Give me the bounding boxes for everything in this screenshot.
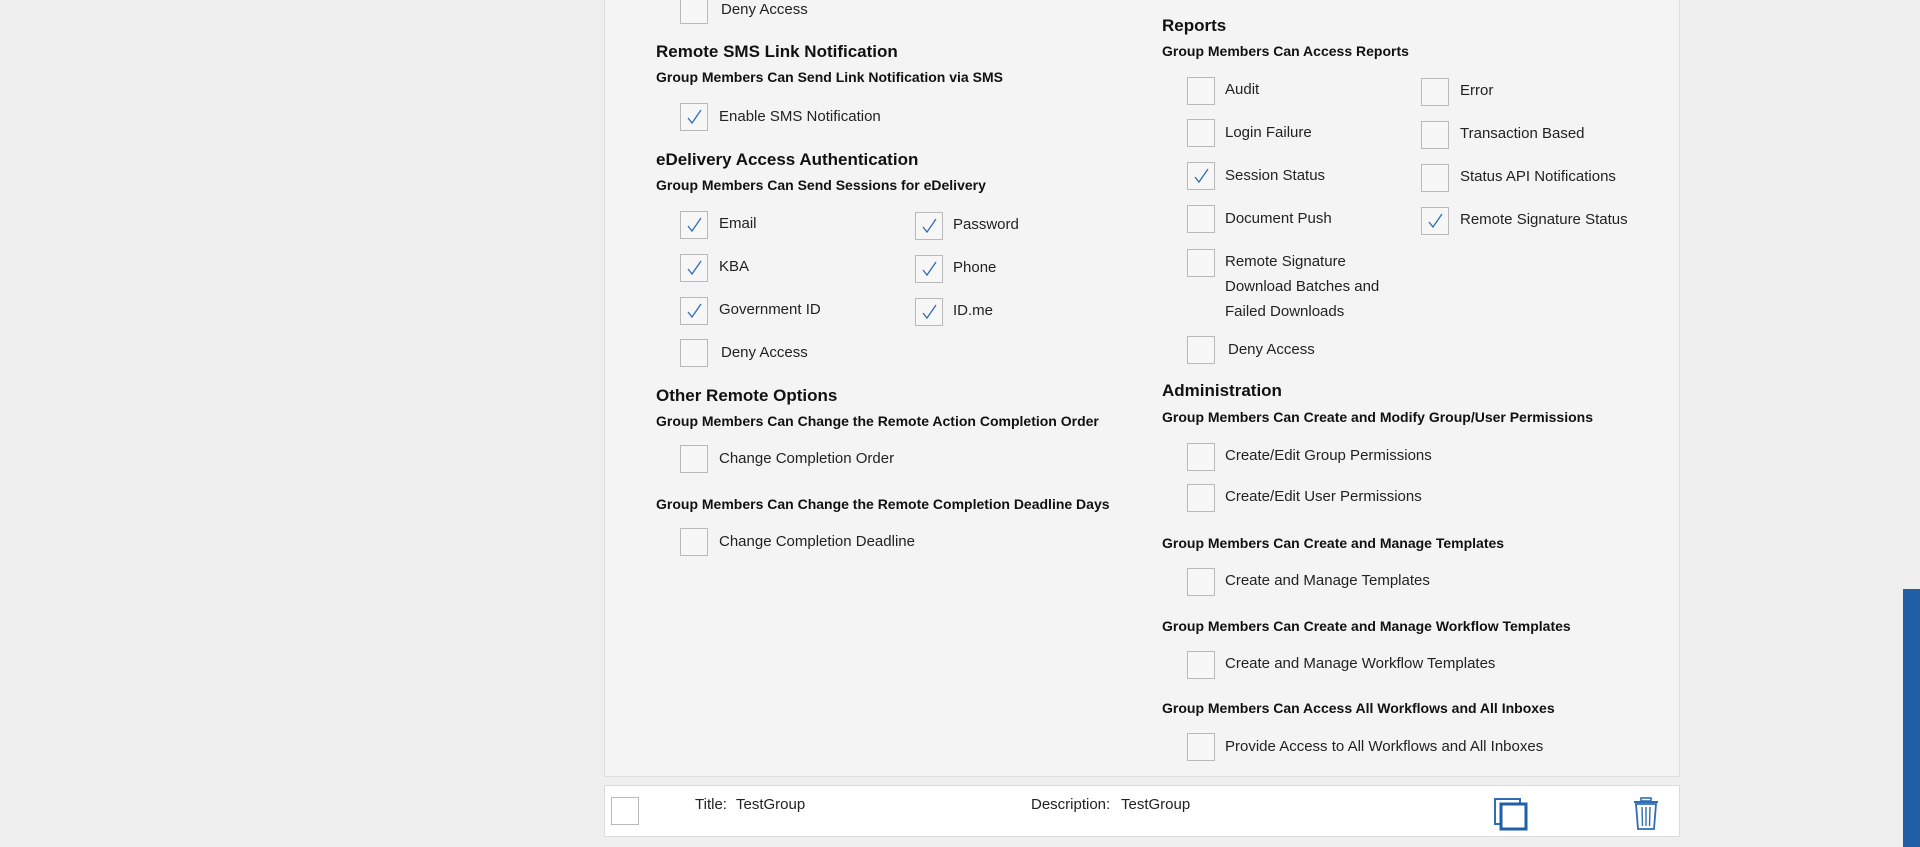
deny-access-label-top: Deny Access [721, 1, 808, 18]
create-manage-templates-checkbox[interactable] [1187, 568, 1215, 596]
status-api-notifications-label: Status API Notifications [1460, 168, 1616, 185]
create-edit-group-permissions-checkbox[interactable] [1187, 443, 1215, 471]
government-id-label: Government ID [719, 301, 821, 318]
permissions-subtitle: Group Members Can Create and Modify Group/User Permissions [1162, 409, 1593, 425]
remote-signature-status-checkbox[interactable] [1421, 207, 1449, 235]
change-completion-deadline-label: Change Completion Deadline [719, 533, 915, 550]
change-completion-order-label: Change Completion Order [719, 450, 895, 467]
access-all-workflows-checkbox[interactable] [1187, 733, 1215, 761]
deny-access-checkbox-top[interactable] [680, 0, 708, 24]
error-label: Error [1460, 82, 1494, 99]
administration-section-title: Administration [1162, 381, 1282, 400]
remote-signature-download-checkbox[interactable] [1187, 249, 1215, 277]
check-icon [920, 303, 938, 321]
edelivery-section-title: eDelivery Access Authentication [656, 150, 919, 169]
all-workflows-subtitle: Group Members Can Access All Workflows and All Inboxes [1162, 700, 1555, 716]
reports-section-title: Reports [1162, 16, 1227, 35]
create-manage-workflow-templates-checkbox[interactable] [1187, 651, 1215, 679]
reports-section-subtitle: Group Members Can Access Reports [1162, 43, 1409, 59]
check-icon [1426, 212, 1444, 230]
kba-label: KBA [719, 258, 750, 275]
templates-subtitle: Group Members Can Create and Manage Templates [1162, 535, 1505, 551]
status-api-notifications-checkbox[interactable] [1421, 164, 1449, 192]
login-failure-label: Login Failure [1225, 124, 1312, 141]
idme-checkbox[interactable] [915, 298, 943, 326]
session-status-checkbox[interactable] [1187, 162, 1215, 190]
trash-icon[interactable] [1632, 797, 1660, 831]
check-icon [685, 108, 703, 126]
idme-label: ID.me [953, 302, 994, 319]
document-push-checkbox[interactable] [1187, 205, 1215, 233]
group-title-label: Title: [695, 796, 727, 813]
change-completion-deadline-checkbox[interactable] [680, 528, 708, 556]
create-manage-workflow-templates-label: Create and Manage Workflow Templates [1225, 655, 1496, 672]
government-id-checkbox[interactable] [680, 297, 708, 325]
create-manage-templates-label: Create and Manage Templates [1225, 572, 1430, 589]
transaction-based-label: Transaction Based [1460, 125, 1585, 142]
group-title-value: TestGroup [736, 796, 806, 813]
check-icon [685, 302, 703, 320]
copy-icon[interactable] [1493, 797, 1529, 831]
remote-signature-download-label-line2: Download Batches and [1225, 278, 1380, 295]
access-all-workflows-label: Provide Access to All Workflows and All Inboxes [1225, 738, 1544, 755]
completion-deadline-subtitle: Group Members Can Change the Remote Completion Deadline Days [656, 496, 1110, 512]
reports-deny-access-checkbox[interactable] [1187, 336, 1215, 364]
phone-label: Phone [953, 259, 997, 276]
check-icon [685, 216, 703, 234]
edelivery-section-subtitle: Group Members Can Send Sessions for eDelivery [656, 177, 986, 193]
scrollbar-thumb[interactable] [1903, 589, 1920, 847]
reports-deny-access-label: Deny Access [1228, 341, 1315, 358]
change-completion-order-checkbox[interactable] [680, 445, 708, 473]
error-checkbox[interactable] [1421, 78, 1449, 106]
audit-checkbox[interactable] [1187, 77, 1215, 105]
edelivery-deny-access-label: Deny Access [721, 344, 808, 361]
sms-section-subtitle: Group Members Can Send Link Notification via SMS [656, 69, 1003, 85]
enable-sms-checkbox[interactable] [680, 103, 708, 131]
create-edit-user-permissions-checkbox[interactable] [1187, 484, 1215, 512]
enable-sms-label: Enable SMS Notification [719, 108, 881, 125]
check-icon [920, 260, 938, 278]
check-icon [685, 259, 703, 277]
group-row-select-checkbox[interactable] [611, 797, 639, 825]
other-remote-title: Other Remote Options [656, 386, 838, 405]
group-description-label: Description: [1031, 796, 1111, 813]
session-status-label: Session Status [1225, 167, 1326, 184]
login-failure-checkbox[interactable] [1187, 119, 1215, 147]
workflow-templates-subtitle: Group Members Can Create and Manage Workflow Templates [1162, 618, 1571, 634]
email-checkbox[interactable] [680, 211, 708, 239]
transaction-based-checkbox[interactable] [1421, 121, 1449, 149]
create-edit-group-permissions-label: Create/Edit Group Permissions [1225, 447, 1432, 464]
password-label: Password [953, 216, 1019, 233]
check-icon [920, 217, 938, 235]
phone-checkbox[interactable] [915, 255, 943, 283]
group-description-value: TestGroup [1121, 796, 1191, 813]
email-label: Email [719, 215, 757, 232]
password-checkbox[interactable] [915, 212, 943, 240]
audit-label: Audit [1225, 81, 1260, 98]
remote-signature-status-label: Remote Signature Status [1460, 211, 1628, 228]
create-edit-user-permissions-label: Create/Edit User Permissions [1225, 488, 1422, 505]
sms-section-title: Remote SMS Link Notification [656, 42, 898, 61]
document-push-label: Document Push [1225, 210, 1332, 227]
remote-signature-download-label-line3: Failed Downloads [1225, 303, 1345, 320]
check-icon [1192, 167, 1210, 185]
completion-order-subtitle: Group Members Can Change the Remote Action Completion Order [656, 413, 1099, 429]
edelivery-deny-access-checkbox[interactable] [680, 339, 708, 367]
kba-checkbox[interactable] [680, 254, 708, 282]
remote-signature-download-label-line1: Remote Signature [1225, 253, 1346, 270]
